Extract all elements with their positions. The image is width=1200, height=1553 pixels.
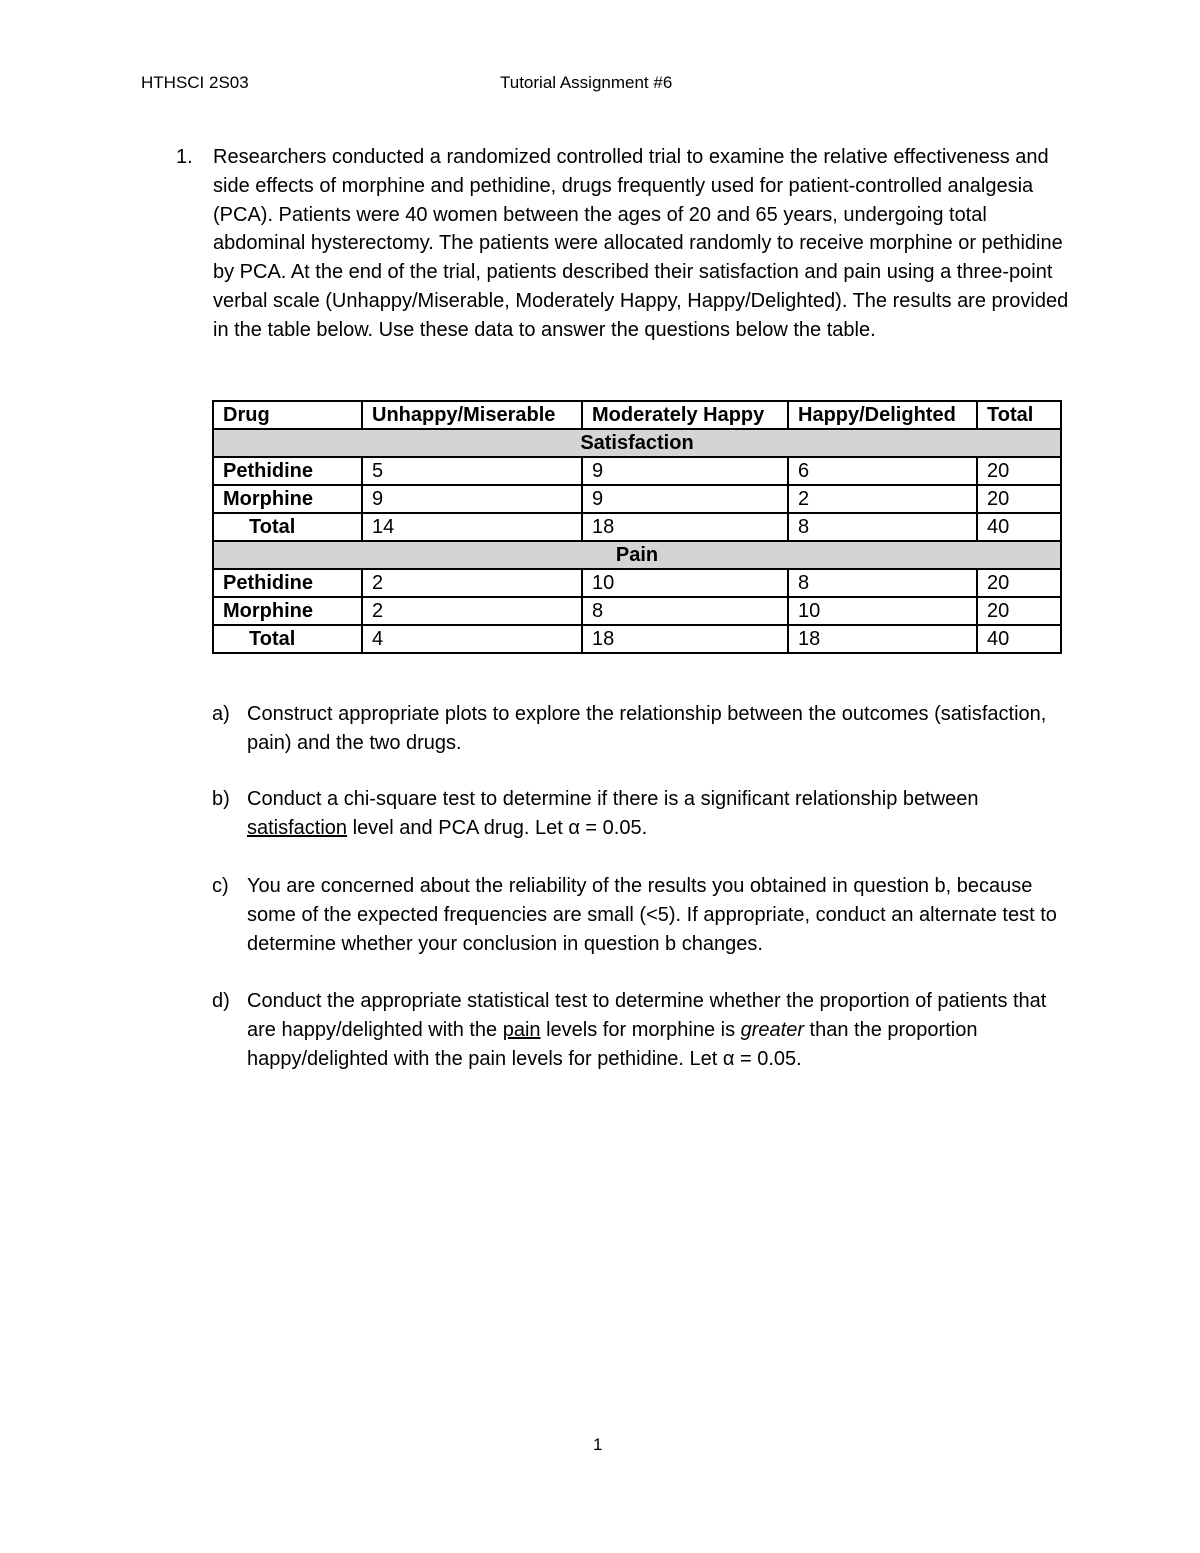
section-satisfaction-row <box>213 429 1061 457</box>
underlined-term: satisfaction <box>247 816 348 839</box>
section-title: Pain <box>213 541 1061 569</box>
section-title: Satisfaction <box>213 429 1061 457</box>
question-text: Researchers conducted a randomized controlled trial to examine the relative effectiveness and side effects of morphine and pethidine, drugs frequently used for patient-controlled analgesia (PCA). Patients were 40 women between the ages of 20 and 65 years, undergoing total abdominal hysterectomy. The patients were allocated randomly to receive morphine or pethidine by PCA. At the end of the trial, patients described their satisfaction and pain using a three-point verbal scale (Unhappy/Miserable, Moderately Happy, Happy/Delighted). The results are provided in the table below. Use these data to answer the questions below the table. <box>213 146 1069 341</box>
table-cell: 10 <box>582 569 788 597</box>
table-cell: 18 <box>788 625 977 653</box>
header-happy: Happy/Delighted <box>788 401 977 429</box>
header-drug: Drug <box>213 401 362 429</box>
underlined-term: pain <box>502 1018 541 1041</box>
results-table <box>212 400 1062 654</box>
subquestion-text <box>247 987 1077 1073</box>
table-cell: 9 <box>362 485 582 513</box>
subquestion-text: You are concerned about the reliability of the results you obtained in question b, because some of the expected frequencies are small (<5). If appropriate, conduct an alternate test to determine whether your conclusion in question b changes. <box>247 875 1057 955</box>
row-label: Total <box>213 625 362 653</box>
table-row <box>213 513 1061 541</box>
row-label: Pethidine <box>213 569 362 597</box>
text-part: Conduct a chi-square test to determine if there is a significant relationship between <box>247 788 979 810</box>
table-cell: 2 <box>362 569 582 597</box>
text-part: level and PCA drug. Let α = 0.05. <box>347 816 648 839</box>
table-row <box>213 485 1061 513</box>
table-row <box>213 597 1061 625</box>
table-cell: 2 <box>362 597 582 625</box>
subquestion-text <box>247 785 1077 843</box>
row-label: Morphine <box>213 597 362 625</box>
table-cell: 4 <box>362 625 582 653</box>
table-cell: 40 <box>977 625 1061 653</box>
table-cell: 40 <box>977 513 1061 541</box>
subquestion-text: Construct appropriate plots to explore the relationship between the outcomes (satisfaction, pain) and the two drugs. <box>247 703 1047 754</box>
table-cell: 8 <box>788 513 977 541</box>
subquestion-letter: a) <box>212 703 230 725</box>
table-row <box>213 625 1061 653</box>
row-label: Pethidine <box>213 457 362 485</box>
text-part: Conduct the appropriate statistical test to determine whether the proportion of patients that are happy/delighted with the <box>247 990 1047 1041</box>
section-pain-row <box>213 541 1061 569</box>
header-unhappy: Unhappy/Miserable <box>362 401 582 429</box>
assignment-title: Tutorial Assignment #6 <box>500 73 673 92</box>
row-label: Morphine <box>213 485 362 513</box>
row-label: Total <box>213 513 362 541</box>
table-cell: 2 <box>788 485 977 513</box>
table-cell: 18 <box>582 513 788 541</box>
course-code: HTHSCI 2S03 <box>141 73 249 92</box>
header-moderately-happy: Moderately Happy <box>582 401 788 429</box>
table-cell: 20 <box>977 457 1061 485</box>
table-cell: 9 <box>582 485 788 513</box>
table-cell: 10 <box>788 597 977 625</box>
table-cell: 9 <box>582 457 788 485</box>
italic-term: greater <box>740 1018 804 1041</box>
header-total: Total <box>977 401 1061 429</box>
text-part: levels for morphine is <box>540 1018 741 1041</box>
table-cell: 20 <box>977 485 1061 513</box>
question-number: 1. <box>176 146 193 168</box>
table-cell: 20 <box>977 597 1061 625</box>
table-header-row <box>213 401 1061 429</box>
subquestion-letter: b) <box>212 788 230 810</box>
table-cell: 6 <box>788 457 977 485</box>
table-row <box>213 569 1061 597</box>
table-row <box>213 457 1061 485</box>
table-cell: 8 <box>582 597 788 625</box>
subquestion-letter: d) <box>212 990 230 1012</box>
table-cell: 18 <box>582 625 788 653</box>
page-number: 1 <box>593 1435 603 1454</box>
table-cell: 8 <box>788 569 977 597</box>
table-cell: 5 <box>362 457 582 485</box>
table-cell: 20 <box>977 569 1061 597</box>
table-cell: 14 <box>362 513 582 541</box>
subquestion-letter: c) <box>212 875 229 897</box>
text-part: than the proportion happy/delighted with the pain levels for pethidine. Let α = 0.05. <box>247 1018 978 1070</box>
